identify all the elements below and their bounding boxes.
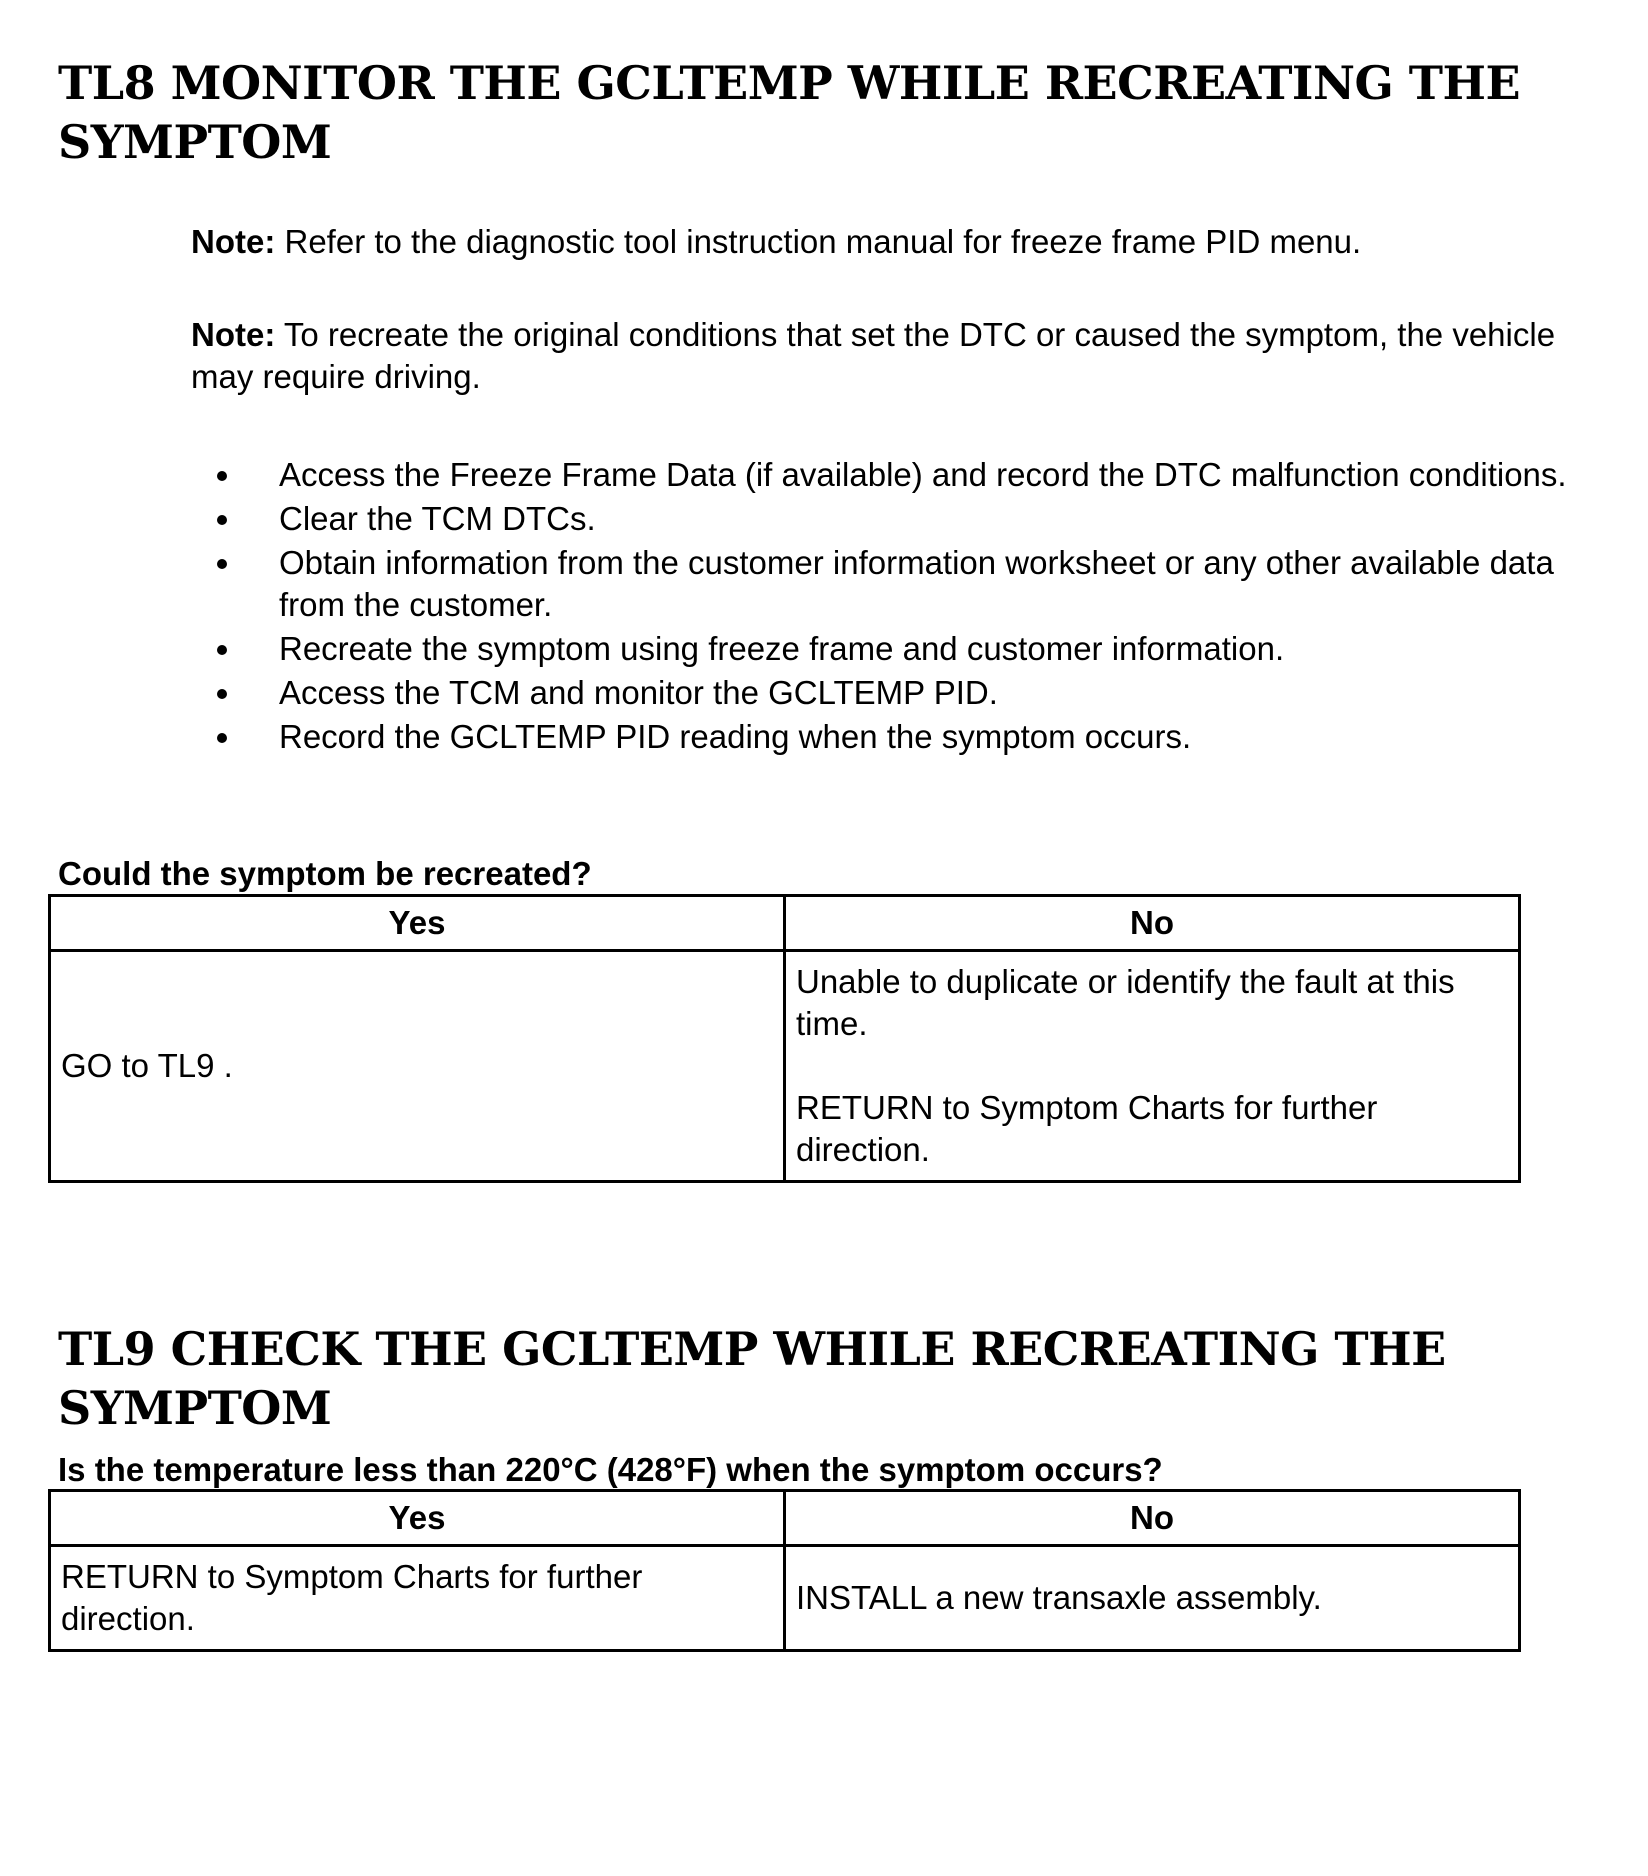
bullet-icon — [217, 515, 227, 525]
cell-no-line2: RETURN to Symptom Charts for further direction. — [796, 1089, 1378, 1168]
cell-yes: RETURN to Symptom Charts for further direction. — [50, 1546, 785, 1651]
list-item-text: Record the GCLTEMP PID reading when the symptom occurs. — [279, 718, 1192, 755]
header-no: No — [785, 1491, 1520, 1546]
note-text: To recreate the original conditions that set the DTC or caused the symptom, the vehicle may require driving. — [191, 316, 1556, 395]
bullet-icon — [217, 733, 227, 743]
list-item — [191, 716, 1621, 758]
tl8-heading — [58, 54, 1598, 172]
tl9-heading-line1: TL9 CHECK THE GCLTEMP WHILE RECREATING THE — [58, 1322, 1446, 1376]
list-item — [191, 672, 1621, 714]
header-no: No — [785, 896, 1520, 951]
list-item — [191, 454, 1621, 496]
tl9-yes-no-table — [48, 1489, 1521, 1652]
tl8-heading-line2: SYMPTOM — [58, 115, 332, 169]
note-label: Note: — [191, 316, 276, 353]
bullet-icon — [217, 471, 227, 481]
list-item-text: Access the Freeze Frame Data (if available) and record the DTC malfunction conditions. — [279, 456, 1567, 493]
bullet-icon — [217, 559, 227, 569]
list-item-text: Obtain information from the customer information worksheet or any other available data from the customer. — [279, 544, 1554, 623]
list-item — [191, 542, 1621, 626]
table-row — [50, 1546, 1520, 1651]
list-item-text: Access the TCM and monitor the GCLTEMP PID. — [279, 674, 998, 711]
header-yes: Yes — [50, 896, 785, 951]
list-item — [191, 628, 1621, 670]
tl9-question: Is the temperature less than 220°C (428°F) when the symptom occurs? — [58, 1451, 1163, 1488]
tl8-question: Could the symptom be recreated? — [58, 855, 592, 892]
tl8-bullet-list — [191, 454, 1621, 760]
cell-yes: GO to TL9 . — [50, 951, 785, 1182]
table-header-row — [50, 1491, 1520, 1546]
list-item — [191, 498, 1621, 540]
list-item-text: Clear the TCM DTCs. — [279, 500, 596, 537]
cell-no: INSTALL a new transaxle assembly. — [785, 1546, 1520, 1651]
bullet-icon — [217, 689, 227, 699]
tl8-note-2 — [191, 314, 1611, 398]
tl8-heading-line1: TL8 MONITOR THE GCLTEMP WHILE RECREATING THE — [58, 56, 1521, 110]
note-text: Refer to the diagnostic tool instruction manual for freeze frame PID menu. — [275, 223, 1362, 260]
tl8-note-1 — [191, 221, 1611, 263]
tl9-heading-line2: SYMPTOM — [58, 1381, 332, 1435]
list-item-text: Recreate the symptom using freeze frame and customer information. — [279, 630, 1285, 667]
header-yes: Yes — [50, 1491, 785, 1546]
table-row — [50, 951, 1520, 1182]
cell-no — [785, 951, 1520, 1182]
tl8-yes-no-table — [48, 894, 1521, 1183]
note-label: Note: — [191, 223, 276, 260]
bullet-icon — [217, 645, 227, 655]
table-header-row — [50, 896, 1520, 951]
tl9-heading — [58, 1320, 1598, 1438]
cell-no-line1: Unable to duplicate or identify the fault at this time. — [796, 963, 1455, 1042]
